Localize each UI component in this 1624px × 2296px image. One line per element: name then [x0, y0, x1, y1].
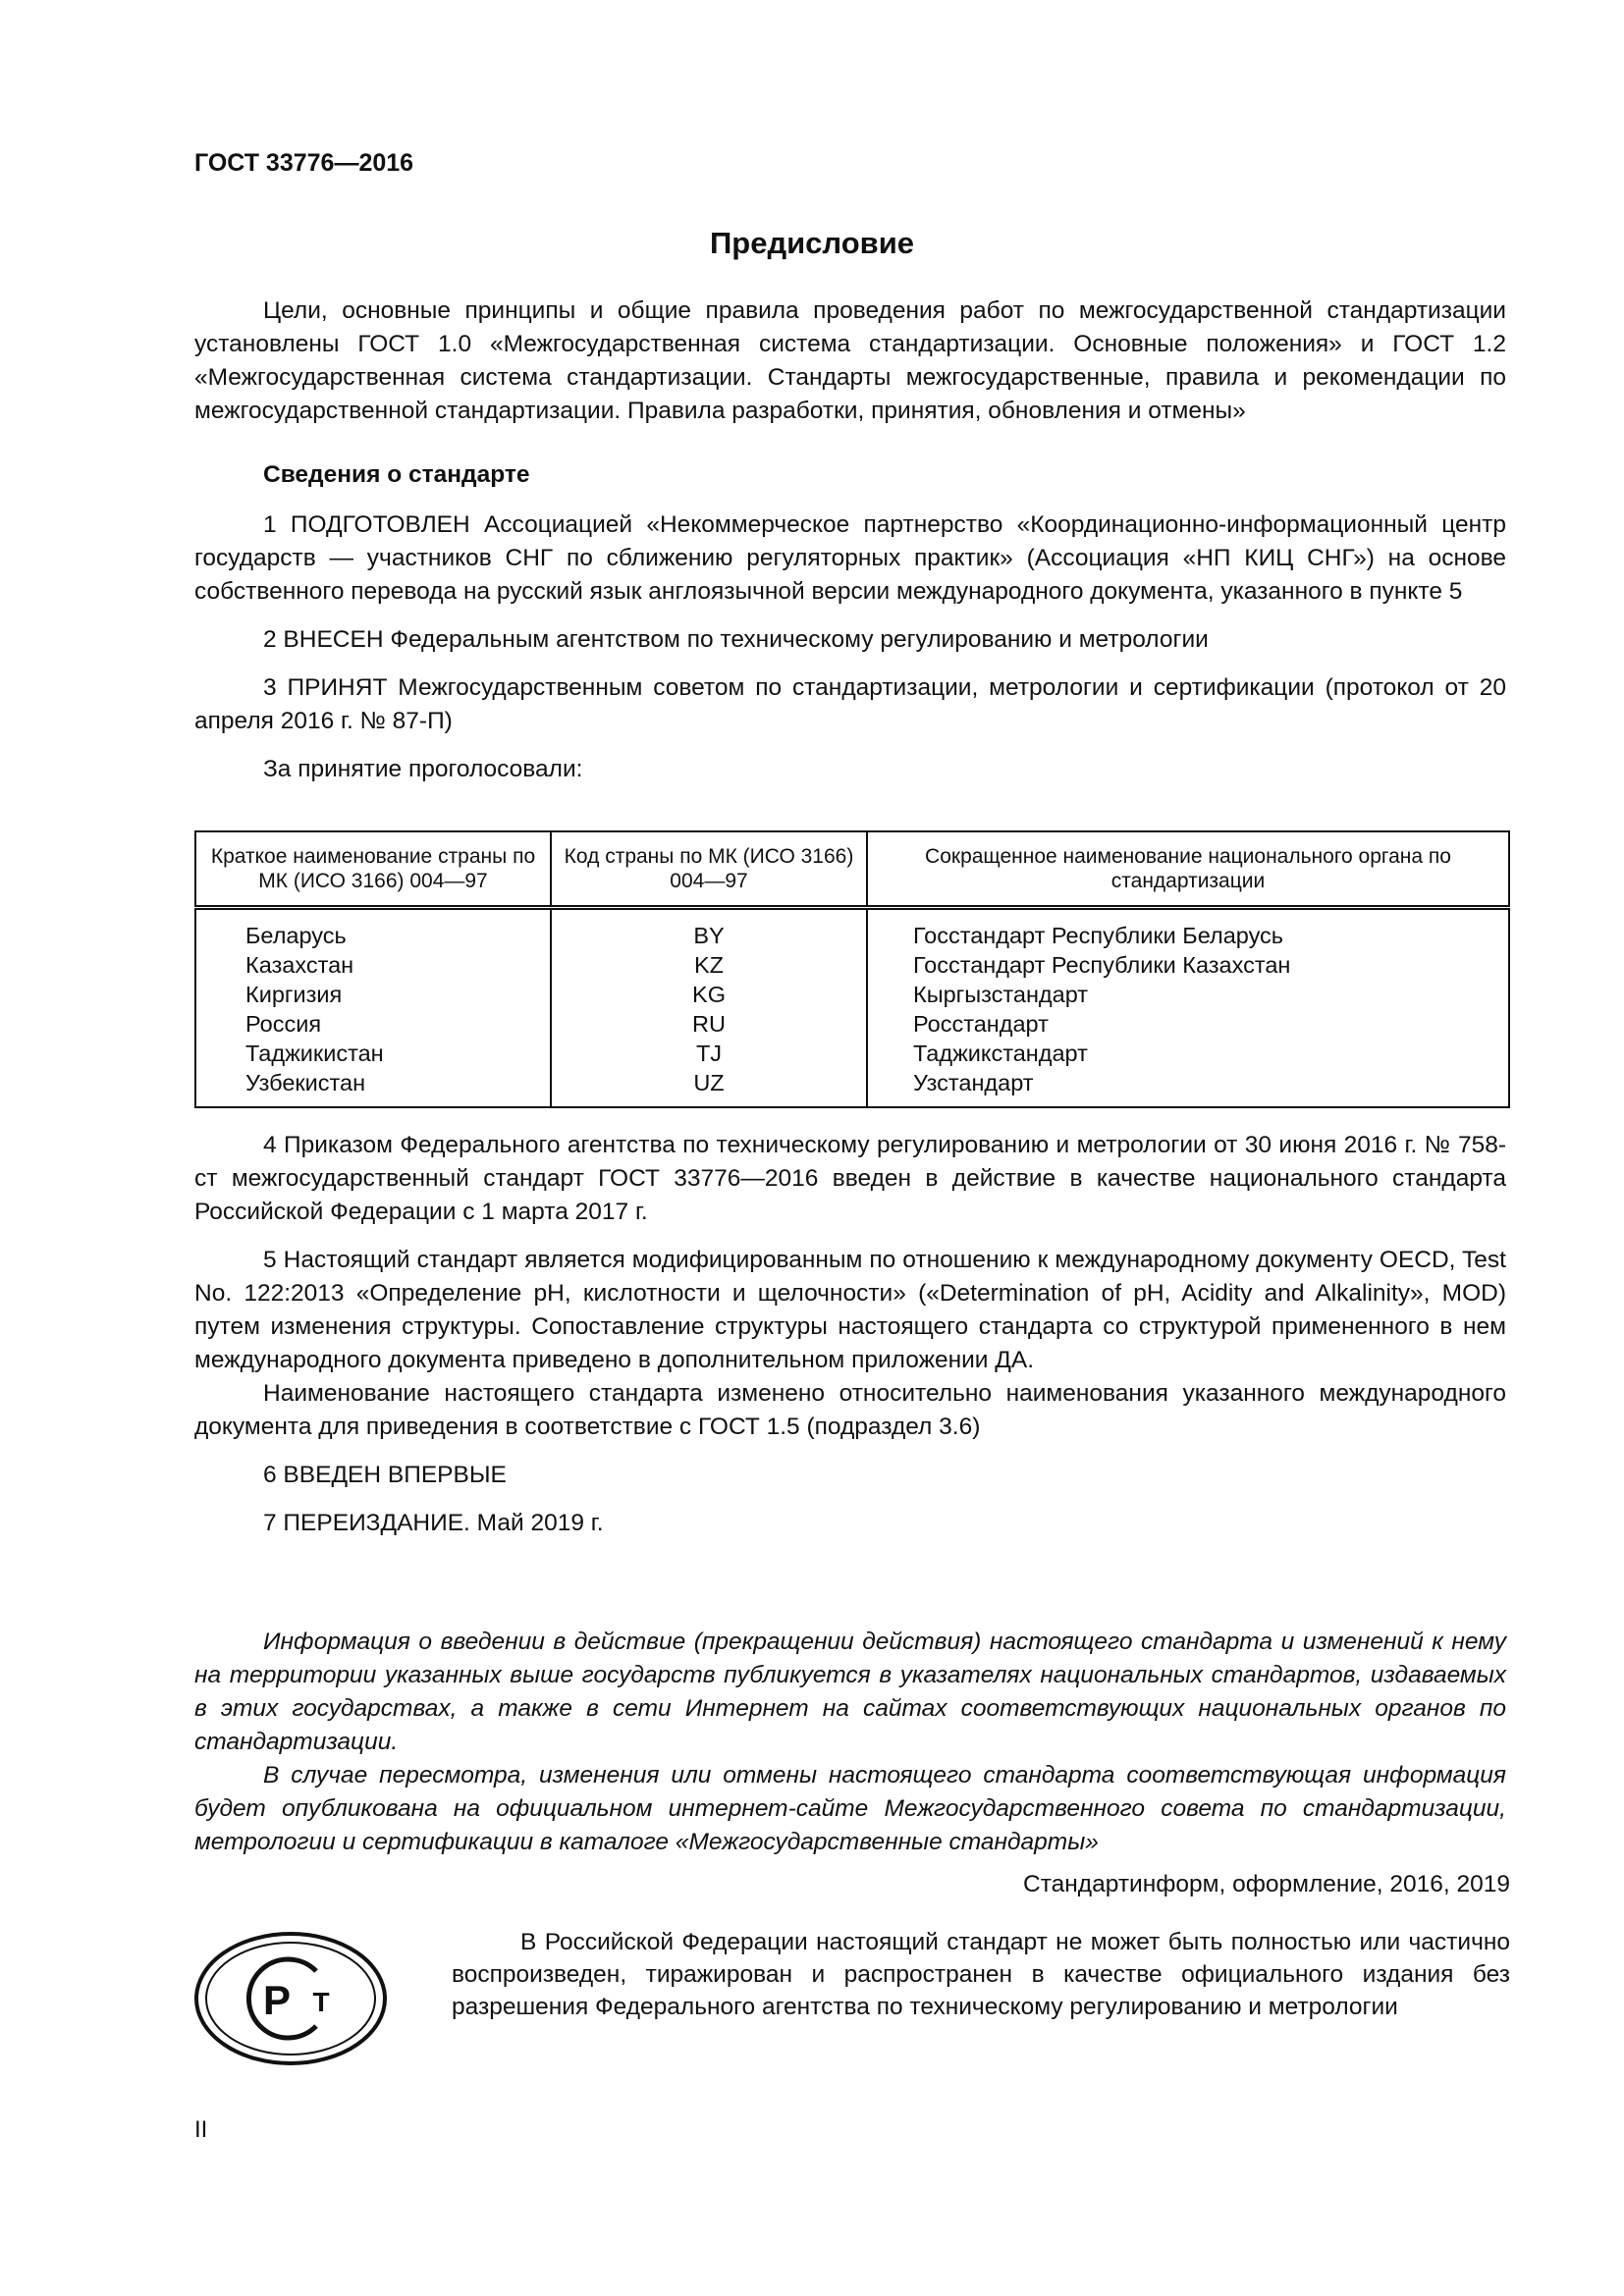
- code-cell: RU: [551, 1009, 867, 1039]
- header-code: Код страны по МК (ИСО 3166) 004—97: [551, 831, 867, 908]
- code-cell: BY: [551, 908, 867, 951]
- header-body: Сокращенное наименование национального органа по стандартизации: [867, 831, 1509, 908]
- info-item-7: 7 ПЕРЕИЗДАНИЕ. Май 2019 г.: [263, 1510, 604, 1536]
- standard-info-items-top: [194, 508, 1506, 801]
- info-item-6: 6 ВВЕДЕН ВПЕРВЫЕ: [263, 1462, 507, 1488]
- table-header-row: [195, 831, 1509, 908]
- standard-info-items-bottom: [194, 1129, 1506, 1555]
- preface-intro: [194, 294, 1506, 428]
- table-row: [195, 908, 1509, 951]
- body-cell: Госстандарт Республики Беларусь: [867, 908, 1509, 951]
- publisher-line: Стандартинформ, оформление, 2016, 2019: [1023, 1871, 1510, 1897]
- code-cell: TJ: [551, 1039, 867, 1068]
- notice-block: [194, 1626, 1506, 1874]
- notice-paragraph-2: В случае пересмотра, изменения или отмены настоящего стандарта соответствующая информация будет опубликована на официальном интернет-сайте Межгосударственного совета по стандартизации, метрологии и сертификации в каталоге «Межгосударственные стандарты»: [194, 1762, 1506, 1855]
- voting-table: [194, 830, 1510, 1108]
- standard-info-heading: Сведения о стандарте: [263, 461, 530, 488]
- body-cell: Таджикстандарт: [867, 1039, 1509, 1068]
- svg-text:Р: Р: [262, 1977, 292, 2023]
- country-cell: Беларусь: [195, 908, 551, 951]
- header-country: Краткое наименование страны по МК (ИСО 3166) 004—97: [195, 831, 551, 908]
- document-code: ГОСТ 33776—2016: [194, 149, 414, 177]
- body-cell: Узстандарт: [867, 1068, 1509, 1107]
- page-number: II: [194, 2116, 208, 2143]
- code-cell: KZ: [551, 950, 867, 980]
- country-cell: Казахстан: [195, 950, 551, 980]
- info-item-5: 5 Настоящий стандарт является модифицированным по отношению к международному документу OECD, Test No. 122:2013 «Определение pH, кислотности и щелочности» («Determination of pH, Acidity and Alkalinity», MOD) путем изменения структуры. Сопоставление структуры настоящего стандарта со структурой примененного в нем международного документа приведено в дополнительном приложении ДА.: [194, 1247, 1506, 1373]
- preface-intro-text: Цели, основные принципы и общие правила проведения работ по межгосударственной стандартизации установлены ГОСТ 1.0 «Межгосударственная система стандартизации. Основные положения» и ГОСТ 1.2 «Межгосударственная система стандартизации. Стандарты межгосударственные, правила и рекомендации по межгосударственной стандартизации. Правила разработки, принятия, обновления и отмены»: [194, 297, 1506, 424]
- info-item-2: 2 ВНЕСЕН Федеральным агентством по техническому регулированию и метрологии: [263, 626, 1209, 653]
- code-cell: KG: [551, 980, 867, 1009]
- body-cell: Кыргызстандарт: [867, 980, 1509, 1009]
- table-row: [195, 1039, 1509, 1068]
- country-cell: Узбекистан: [195, 1068, 551, 1107]
- info-item-3: 3 ПРИНЯТ Межгосударственным советом по стандартизации, метрологии и сертификации (протокол от 20 апреля 2016 г. № 87-П): [194, 674, 1506, 734]
- table-row: [195, 950, 1509, 980]
- table-row: [195, 1009, 1509, 1039]
- copyright-text: В Российской Федерации настоящий стандарт не может быть полностью или частично воспроизведен, тиражирован и распространен в качестве официального издания без разрешения Федерального агентства по техническому регулированию и метрологии: [452, 1929, 1510, 2020]
- voted-label: За принятие проголосовали:: [263, 756, 583, 782]
- info-item-4: 4 Приказом Федерального агентства по техническому регулированию и метрологии от 30 июня 2016 г. № 758-ст межгосударственный стандарт ГОСТ 33776—2016 введен в действие в качестве национального стандарта Российской Федерации с 1 марта 2017 г.: [194, 1132, 1506, 1225]
- copyright-notice: [452, 1926, 1510, 2023]
- body-cell: Росстандарт: [867, 1009, 1509, 1039]
- table-row: [195, 980, 1509, 1009]
- notice-paragraph-1: Информация о введении в действие (прекращении действия) настоящего стандарта и изменений к нему на территории указанных выше государств публикуется в указателях национальных стандартов, издаваемых в этих государствах, а также в сети Интернет на сайтах соответствующих национальных органов по стандартизации.: [194, 1629, 1506, 1755]
- gost-r-certification-mark-icon: [192, 1930, 389, 2067]
- preface-title: Предисловие: [709, 226, 914, 260]
- body-cell: Госстандарт Республики Казахстан: [867, 950, 1509, 980]
- svg-text:Т: Т: [312, 1987, 330, 2017]
- code-cell: UZ: [551, 1068, 867, 1107]
- country-cell: Россия: [195, 1009, 551, 1039]
- info-item-5-note: Наименование настоящего стандарта изменено относительно наименования указанного международного документа для приведения в соответствие с ГОСТ 1.5 (подраздел 3.6): [194, 1380, 1506, 1440]
- country-cell: Таджикистан: [195, 1039, 551, 1068]
- info-item-1: 1 ПОДГОТОВЛЕН Ассоциацией «Некоммерческое партнерство «Координационно-информационный центр государств — участников СНГ по сближению регуляторных практик» (Ассоциация «НП КИЦ СНГ») на основе собственного перевода на русский язык англоязычной версии международного документа, указанного в пункте 5: [194, 511, 1506, 605]
- table-row: [195, 1068, 1509, 1107]
- country-cell: Киргизия: [195, 980, 551, 1009]
